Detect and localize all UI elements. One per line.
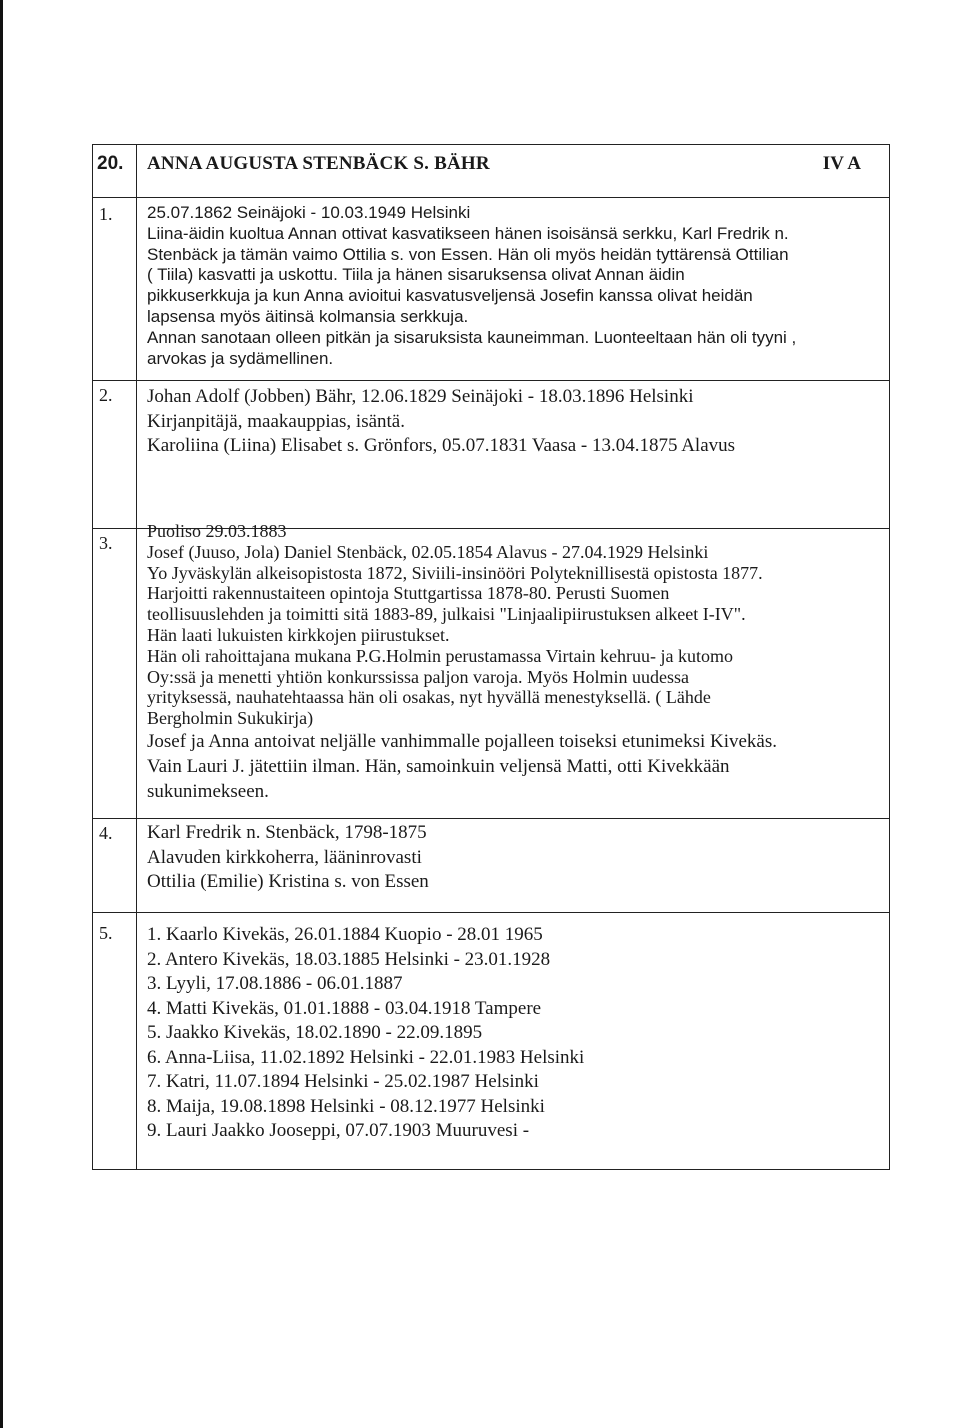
- children-list-item: 7. Katri, 11.07.1894 Helsinki - 25.02.1987 Helsinki: [147, 1071, 539, 1092]
- section-2-content: [136, 380, 890, 529]
- children-list-item: 5. Jaakko Kivekäs, 18.02.1890 - 22.09.1895: [147, 1022, 483, 1043]
- section-3-number: 3.: [99, 533, 113, 553]
- header-number-cell: [92, 144, 137, 198]
- section-2-line: Karoliina (Liina) Elisabet s. Grönfors, 05.07.1831 Vaasa - 13.04.1875 Alavus: [147, 435, 736, 456]
- section-5-content: [136, 912, 890, 1170]
- section-5-number: 5.: [99, 923, 113, 943]
- section-3-number-cell: [92, 528, 137, 819]
- section-3-line: yrityksessä, nauhatehtaassa hän oli osakas, nyt hyvällä menestyksellä. ( Lähde: [147, 687, 711, 708]
- children-list-item: 1. Kaarlo Kivekäs, 26.01.1884 Kuopio - 28.01 1965: [147, 924, 543, 945]
- section-3-line: Hän oli rahoittajana mukana P.G.Holmin perustamassa Virtain kehruu- ja kutomo: [147, 645, 733, 666]
- children-list-item: 9. Lauri Jaakko Jooseppi, 07.07.1903 Muuruvesi -: [147, 1120, 530, 1141]
- section-3-line: Puoliso 29.03.1883: [147, 521, 287, 541]
- section-1-line: Liina-äidin kuoltua Annan ottivat kasvatikseen hänen isoisänsä serkku, Karl Fredrik n.: [147, 223, 789, 243]
- header-code: IV A: [822, 153, 861, 174]
- section-2-line: Johan Adolf (Jobben) Bähr, 12.06.1829 Seinäjoki - 18.03.1896 Helsinki: [147, 386, 694, 407]
- section-4-line: Ottilia (Emilie) Kristina s. von Essen: [147, 871, 429, 892]
- children-list-item: 3. Lyyli, 17.08.1886 - 06.01.1887: [147, 973, 403, 994]
- section-3-line: Harjoitti rakennustaiteen opintoja Stuttgartissa 1878-80. Perusti Suomen: [147, 583, 670, 604]
- section-3-line: Vain Lauri J. jätettiin ilman. Hän, samoinkuin veljensä Matti, otti Kivekkään: [147, 755, 730, 777]
- section-2-number-cell: [92, 380, 137, 529]
- section-3-line: Josef (Juuso, Jola) Daniel Stenbäck, 02.05.1854 Alavus - 27.04.1929 Helsinki: [147, 541, 709, 562]
- section-3-line: Oy:ssä ja menetti yhtiön konkurssissa paljon varoja. Myös Holmin uudessa: [147, 666, 689, 687]
- section-1-line: ( Tiila) kasvatti ja uskottu. Tiila ja hänen sisaruksensa olivat Annan äidin: [147, 265, 685, 285]
- section-4-content: [136, 818, 890, 913]
- section-1-line: lapsensa myös äitinsä kolmansia serkkuja.: [147, 306, 469, 326]
- page-edge: [0, 0, 3, 1428]
- children-list-item: 2. Antero Kivekäs, 18.03.1885 Helsinki - 23.01.1928: [147, 948, 551, 970]
- section-1-content: [136, 196, 890, 380]
- section-1-line: arvokas ja sydämellinen.: [147, 348, 334, 368]
- children-list-item: 6. Anna-Liisa, 11.02.1892 Helsinki - 22.01.1983 Helsinki: [147, 1046, 585, 1068]
- section-1-line: 25.07.1862 Seinäjoki - 10.03.1949 Helsinki: [147, 203, 471, 222]
- section-3-line: Josef ja Anna antoivat neljälle vanhimmalle pojalleen toiseksi etunimeksi Kivekäs.: [147, 730, 778, 752]
- header-title-cell: [136, 144, 890, 198]
- header-number: 20.: [97, 153, 124, 174]
- section-3-line: Hän laati lukuisten kirkkojen piirustukset.: [147, 624, 450, 645]
- section-2-line: Kirjanpitäjä, maakauppias, isäntä.: [147, 410, 405, 432]
- section-3-line: Bergholmin Sukukirja): [147, 708, 314, 729]
- section-3-line: sukunimekseen.: [147, 780, 269, 802]
- section-1-number-cell: [92, 196, 137, 380]
- children-list-item: 8. Maija, 19.08.1898 Helsinki - 08.12.1977 Helsinki: [147, 1095, 545, 1117]
- section-2-number: 2.: [99, 385, 113, 405]
- section-4-number: 4.: [99, 823, 113, 843]
- section-1-line: Annan sanotaan olleen pitkän ja sisaruksista kauneimman. Luonteeltaan hän oli tyyni ,: [147, 327, 797, 347]
- section-4-line: Karl Fredrik n. Stenbäck, 1798-1875: [147, 822, 427, 843]
- section-1-number: 1.: [99, 204, 113, 224]
- section-4-number-cell: [92, 818, 137, 913]
- section-4-line: Alavuden kirkkoherra, lääninrovasti: [147, 846, 422, 868]
- section-3-content: [136, 521, 890, 819]
- section-1-line: Stenbäck ja tämän vaimo Ottilia s. von Essen. Hän oli myös heidän tyttärensä Ottilian: [147, 244, 789, 264]
- section-3-line: teollisuuslehden ja toimitti sitä 1883-89, julkaisi "Linjaalipiirustuksen alkeet I-IV".: [147, 604, 746, 625]
- section-5-number-cell: [92, 912, 137, 1170]
- section-1-line: pikkuserkkuja ja kun Anna avioitui kasvatusveljensä Josefin kanssa olivat heidän: [147, 286, 753, 306]
- section-3-line: Yo Jyväskylän alkeisopistosta 1872, Siviili-insinööri Polyteknillisestä opistosta 1877.: [147, 562, 763, 583]
- children-list-item: 4. Matti Kivekäs, 01.01.1888 - 03.04.1918 Tampere: [147, 997, 542, 1019]
- header-title: ANNA AUGUSTA STENBÄCK S. BÄHR: [147, 153, 490, 174]
